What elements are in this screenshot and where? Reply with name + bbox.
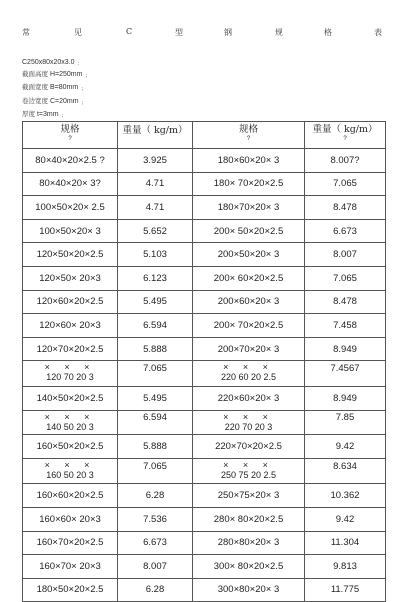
- cell-spec: 160×70×20×2.5: [23, 531, 118, 555]
- header-weight2-label: 重量（ kg/m）: [312, 123, 378, 135]
- spec-label: 卷边宽度: [22, 97, 48, 105]
- cell-spec2: 180×70×20× 3: [193, 196, 305, 220]
- spec-mark: ；: [85, 73, 91, 79]
- table-row: [23, 243, 386, 267]
- table-row: [23, 196, 386, 220]
- cell-weight: 6.594: [118, 314, 193, 338]
- cell-spec2-times: × × ×: [223, 459, 274, 470]
- spec-mark: ；: [81, 86, 87, 92]
- cell-spec: 120×50×20×2.5: [23, 243, 118, 267]
- cell-weight: 5.103: [118, 243, 193, 267]
- cell-spec2: 200×60×20× 3: [193, 290, 305, 314]
- cell-weight2: 7.85: [305, 410, 386, 435]
- spec-model-value: C250x80x20x3.0: [22, 59, 75, 66]
- cell-weight2: 8.949: [305, 337, 386, 361]
- title-char: 钢: [224, 28, 232, 37]
- cell-weight: 4.71: [118, 196, 193, 220]
- header-spec: [23, 122, 118, 149]
- cell-spec2-split: [193, 458, 305, 484]
- cell-spec: 80×40×20× 3?: [23, 172, 118, 196]
- cell-spec2: 180×60×20× 3: [193, 149, 305, 173]
- cell-weight2: 9.813: [305, 555, 386, 579]
- spec-label: 厚度: [22, 110, 35, 118]
- cell-spec2-split: [193, 361, 305, 387]
- spec-mark: ；: [61, 113, 67, 119]
- spec-value: C=20mm: [49, 98, 79, 105]
- header-weight-label: 重量（ kg/m）: [122, 124, 188, 136]
- cell-weight2: 8.949: [305, 386, 386, 410]
- cell-spec2-times: × × ×: [223, 362, 274, 373]
- table-row: [23, 149, 386, 173]
- cell-spec: 120×70×20×2.5: [23, 337, 118, 361]
- cell-spec: 140×50×20×2.5: [23, 386, 118, 410]
- cell-weight: 7.065: [118, 458, 193, 484]
- cell-spec-values: 160 50 20 3: [46, 469, 94, 480]
- table-row: [23, 507, 386, 531]
- cell-spec: 100×50×20× 3: [23, 219, 118, 243]
- table-header-row: [23, 122, 386, 149]
- spec-model: [22, 58, 83, 69]
- cell-weight: 6.123: [118, 266, 193, 290]
- spec-value: B=80mm: [49, 84, 79, 91]
- table-row: [23, 531, 386, 555]
- cell-spec2-values: 250 75 20 2.5: [220, 469, 277, 480]
- spec-width: [22, 82, 86, 94]
- cell-spec2: 220×60×20× 3: [193, 386, 305, 410]
- table-row: [23, 458, 386, 484]
- cell-spec: 80×40×20×2.5 ?: [23, 149, 118, 173]
- header-weight: [118, 122, 193, 149]
- cell-weight: 7.065: [118, 361, 193, 387]
- table-row: [23, 314, 386, 338]
- cell-weight: 8.007: [118, 555, 193, 579]
- cell-weight: 6.28: [118, 578, 193, 602]
- spec-label: 截面宽度: [22, 83, 48, 91]
- cell-weight2: 7.4567: [305, 361, 386, 387]
- cell-spec2: 200×50×20× 3: [193, 243, 305, 267]
- cell-weight2: 7.065: [305, 172, 386, 196]
- cell-spec-times: × × ×: [44, 362, 96, 373]
- table-row: [23, 172, 386, 196]
- cell-weight2: 8.007: [305, 243, 386, 267]
- table-row: [23, 266, 386, 290]
- cell-spec2: 300× 80×20×2.5: [193, 555, 305, 579]
- title-char: 规: [275, 28, 283, 37]
- spec-lip: [22, 96, 87, 108]
- table-row: [23, 410, 386, 435]
- cell-spec2-values: 220 70 20 3: [224, 421, 273, 432]
- cell-spec: 160×50×20×2.5: [23, 435, 118, 459]
- cell-weight: 7.536: [118, 507, 193, 531]
- spec-thickness: [22, 109, 67, 121]
- cell-spec2: 300×80×20× 3: [193, 578, 305, 602]
- header-spec2: [193, 122, 305, 149]
- header-weight2: [305, 122, 386, 149]
- title-char: 格: [324, 28, 332, 37]
- cell-weight2: 9.42: [305, 507, 386, 531]
- cell-weight: 6.594: [118, 410, 193, 435]
- cell-spec2-times: × × ×: [223, 411, 274, 422]
- cell-weight: 5.888: [118, 337, 193, 361]
- cell-spec: 120×60×20×2.5: [23, 290, 118, 314]
- spec-table: [22, 121, 386, 602]
- cell-spec: 100×50×20× 2.5: [23, 196, 118, 220]
- table-row: [23, 578, 386, 602]
- title-char: 常: [22, 28, 30, 37]
- title-char: 见: [74, 28, 82, 37]
- cell-spec2-values: 220 60 20 2.5: [220, 372, 277, 383]
- cell-spec-split: [23, 458, 118, 484]
- cell-weight2: 8.478: [305, 196, 386, 220]
- cell-spec-times: × × ×: [44, 459, 96, 470]
- cell-weight2: 11.304: [305, 531, 386, 555]
- cell-spec: 160×60× 20×3: [23, 507, 118, 531]
- cell-weight2: 8.007?: [305, 149, 386, 173]
- table-row: [23, 361, 386, 387]
- cell-spec2: 280× 80×20×2.5: [193, 507, 305, 531]
- cell-weight: 5.495: [118, 386, 193, 410]
- spec-label: 截面高度: [22, 70, 48, 78]
- table-row: [23, 386, 386, 410]
- cell-weight2: 9.42: [305, 435, 386, 459]
- spec-model-mark: ：: [77, 61, 83, 67]
- cell-spec-times: × × ×: [44, 411, 96, 422]
- cell-weight: 6.28: [118, 484, 193, 508]
- cell-spec: 160×70× 20×3: [23, 555, 118, 579]
- cell-weight2: 11.775: [305, 578, 386, 602]
- title-char: 型: [175, 28, 183, 37]
- cell-spec2: 200×70×20× 3: [193, 337, 305, 361]
- document-title: [22, 27, 382, 41]
- table-row: [23, 290, 386, 314]
- table-row: [23, 219, 386, 243]
- title-char: C: [126, 27, 133, 36]
- cell-spec2: 200× 50×20×2.5: [193, 219, 305, 243]
- cell-spec2: 200× 70×20×2.5: [193, 314, 305, 338]
- cell-spec2-split: [193, 410, 305, 435]
- header-spec-label: 规格: [60, 123, 80, 135]
- cell-weight2: 8.478: [305, 290, 386, 314]
- cell-weight2: 6.673: [305, 219, 386, 243]
- cell-weight2: 8.634: [305, 458, 386, 484]
- cell-weight: 3.925: [118, 149, 193, 173]
- cell-spec: 180×50×20×2.5: [23, 578, 118, 602]
- cell-spec2: 280×80×20× 3: [193, 531, 305, 555]
- table-row: [23, 435, 386, 459]
- title-char: 表: [374, 28, 382, 37]
- cell-weight2: 7.458: [305, 314, 386, 338]
- header-spec2-mark: ?: [246, 135, 251, 142]
- cell-spec2: 250×75×20× 3: [193, 484, 305, 508]
- cell-spec-values: 140 50 20 3: [46, 421, 94, 432]
- spec-value: H=250mm: [49, 71, 83, 78]
- cell-weight: 6.673: [118, 531, 193, 555]
- cell-spec-split: [23, 410, 118, 435]
- header-spec-mark: ?: [68, 135, 72, 142]
- cell-weight: 5.888: [118, 435, 193, 459]
- cell-spec-values: 120 70 20 3: [46, 372, 94, 383]
- header-spec2-label: 规格: [238, 123, 258, 135]
- table-row: [23, 555, 386, 579]
- cell-spec: 160×60×20×2.5: [23, 484, 118, 508]
- cell-spec2: 220×70×20×2.5: [193, 435, 305, 459]
- spec-value: t=3mm: [36, 111, 59, 118]
- cell-spec-split: [23, 361, 118, 387]
- cell-weight: 5.652: [118, 219, 193, 243]
- spec-height: [22, 69, 90, 81]
- cell-spec: 120×50× 20×3: [23, 266, 118, 290]
- cell-spec2: 180× 70×20×2.5: [193, 172, 305, 196]
- cell-spec2: 200× 60×20×2.5: [193, 266, 305, 290]
- cell-weight: 5.495: [118, 290, 193, 314]
- cell-weight: 4.71: [118, 172, 193, 196]
- table-row: [23, 484, 386, 508]
- cell-weight2: 7.065: [305, 266, 386, 290]
- spec-mark: ；: [81, 100, 87, 106]
- cell-weight2: 10.362: [305, 484, 386, 508]
- cell-spec: 120×60× 20×3: [23, 314, 118, 338]
- header-weight2-mark: ?: [343, 135, 347, 142]
- table-row: [23, 337, 386, 361]
